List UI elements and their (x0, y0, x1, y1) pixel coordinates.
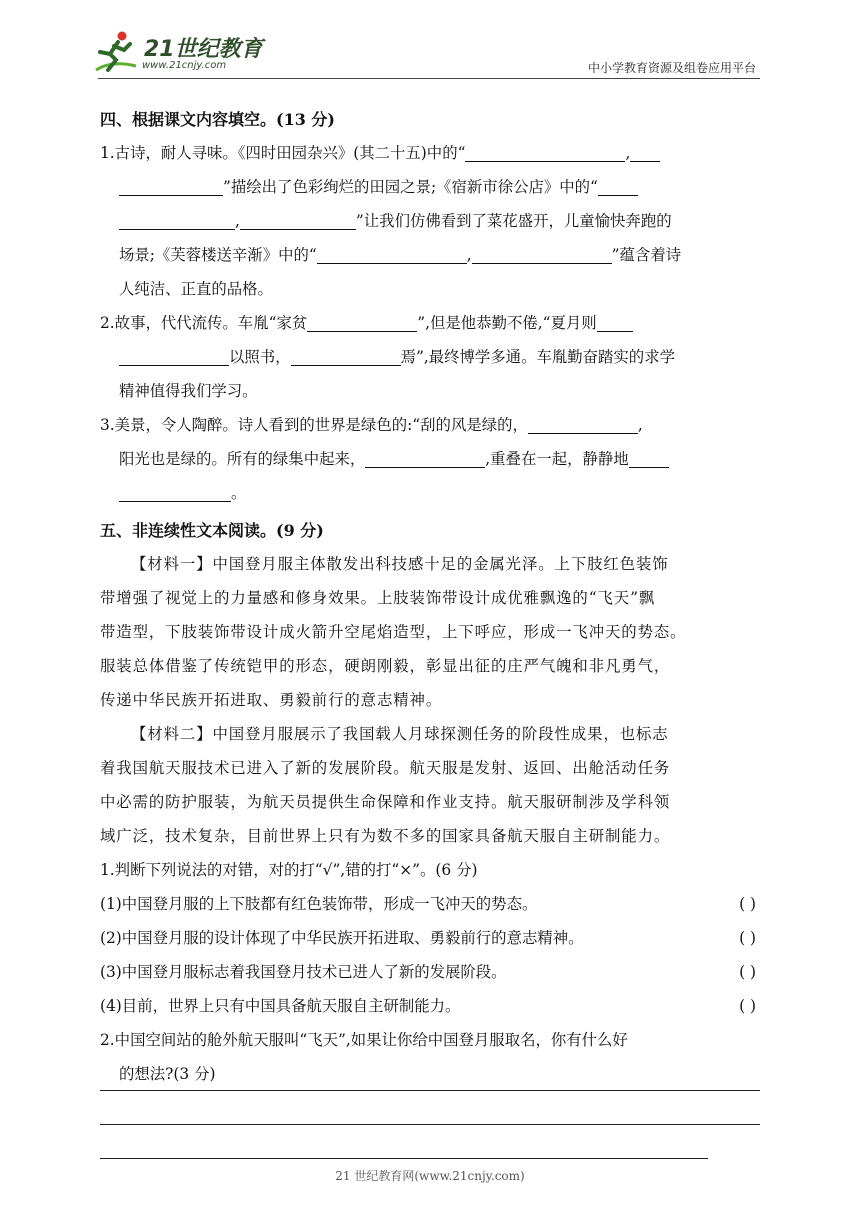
q5-2-line1: 2.中国空间站的舱外航天服叫“飞天”,如果让你给中国登月服取名，你有什么好 (100, 1031, 628, 1049)
site-logo[interactable] (92, 30, 262, 78)
header-divider (98, 78, 760, 79)
answer-blank[interactable] (630, 143, 660, 162)
material-2-line: 【材料二】中国登月服展示了我国载人月球探测任务的阶段性成果，也标志 (131, 725, 669, 743)
q5-2-line2: 的想法?(3 分) (119, 1065, 216, 1083)
material-1-line: 带造型，下肢装饰带设计成火箭升空尾焰造型，上下呼应，形成一飞冲天的势态。 (100, 623, 687, 641)
q4-3-line2: 阳光也是绿的。所有的绿集中起来， ,重叠在一起，静静地 (100, 442, 762, 476)
q4-1-line2: ”描绘出了色彩绚烂的田园之景;《宿新市徐公店》中的“ (100, 170, 762, 204)
q4-2-line3: 精神值得我们学习。 (119, 382, 258, 400)
judgement-item: (2)中国登月服的设计体现了中华民族开拓进取、勇毅前行的意志精神。 ( ) (100, 921, 762, 955)
answer-blank[interactable] (365, 449, 485, 468)
q4-3-line3: 。 (100, 476, 762, 510)
answer-blank[interactable] (472, 245, 612, 264)
answer-blank[interactable] (528, 415, 638, 434)
answer-writing-line[interactable] (100, 1090, 760, 1091)
runner-icon (92, 30, 144, 76)
q4-1-line5: 人纯洁、正直的品格。 (119, 280, 273, 298)
section-4-title: 四、根据课文内容填空。(13 分) (100, 110, 335, 129)
answer-blank[interactable] (119, 177, 223, 196)
answer-bracket[interactable]: ( ) (739, 963, 756, 981)
answer-blank[interactable] (119, 483, 231, 502)
section-5-title: 五、非连续性文本阅读。(9 分) (100, 521, 324, 540)
answer-bracket[interactable]: ( ) (739, 997, 756, 1015)
logo-url: www.21cnjy.com (142, 60, 227, 71)
material-2-line: 域广泛，技术复杂，目前世界上只有为数不多的国家具备航天服自主研制能力。 (100, 827, 671, 845)
answer-blank[interactable] (629, 449, 669, 468)
q4-2-line2: 以照书， 焉”,最终博学多通。车胤勤奋踏实的求学 (100, 340, 762, 374)
answer-blank[interactable] (307, 313, 417, 332)
material-1-line: 传递中华民族开拓进取、勇毅前行的意志精神。 (100, 691, 443, 709)
answer-blank[interactable] (597, 313, 633, 332)
answer-blank[interactable] (465, 143, 625, 162)
q4-1-line4: 场景;《芙蓉楼送辛渐》中的“ , ”蕴含着诗 (119, 246, 682, 264)
answer-blank[interactable] (240, 211, 356, 230)
answer-bracket[interactable]: ( ) (739, 929, 756, 947)
platform-name: 中小学教育资源及组卷应用平台 (587, 61, 756, 75)
exam-content (100, 103, 762, 1091)
answer-writing-line[interactable] (100, 1124, 760, 1125)
q4-1-line3: , ”让我们仿佛看到了菜花盛开，儿童愉快奔跑的 (100, 204, 762, 238)
answer-writing-line[interactable] (100, 1158, 708, 1159)
logo-text: 21世纪教育 (144, 37, 263, 62)
answer-blank[interactable] (119, 347, 229, 366)
answer-blank[interactable] (119, 211, 235, 230)
page-header (0, 0, 860, 82)
answer-bracket[interactable]: ( ) (739, 895, 756, 913)
judgement-item: (1)中国登月服的上下肢都有红色装饰带，形成一飞冲天的势态。 ( ) (100, 887, 762, 921)
q4-1-line1: 1.古诗，耐人寻味。《四时田园杂兴》(其二十五)中的“ , (100, 136, 762, 170)
material-2-line: 着我国航天服技术已进入了新的发展阶段。航天服是发射、返回、出舱活动任务 (100, 759, 671, 777)
answer-blank[interactable] (317, 245, 467, 264)
material-1-line: 带增强了视觉上的力量感和修身效果。上肢装饰带设计成优雅飘逸的“飞天”飘 (100, 589, 656, 607)
page-footer: 21 世纪教育网(www.21cnjy.com) (335, 1169, 525, 1183)
material-2-line: 中必需的防护服装，为航天员提供生命保障和作业支持。航天服研制涉及学科领 (100, 793, 671, 811)
q5-1-title: 1.判断下列说法的对错，对的打“√”,错的打“×”。(6 分) (100, 861, 478, 879)
judgement-item: (4)目前，世界上只有中国具备航天服自主研制能力。 ( ) (100, 989, 762, 1023)
answer-blank[interactable] (291, 347, 401, 366)
material-1-line: 【材料一】中国登月服主体散发出科技感十足的金属光泽。上下肢红色装饰 (131, 555, 669, 573)
q4-3-line1: 3.美景，令人陶醉。诗人看到的世界是绿色的:“刮的风是绿的， , (100, 416, 643, 434)
q4-2-line1: 2.故事，代代流传。车胤“家贫 ”,但是他恭勤不倦,“夏月则 (100, 306, 762, 340)
judgement-item: (3)中国登月服标志着我国登月技术已进人了新的发展阶段。 ( ) (100, 955, 762, 989)
answer-blank[interactable] (598, 177, 638, 196)
material-1-line: 服装总体借鉴了传统铠甲的形态，硬朗刚毅，彰显出征的庄严气魄和非凡勇气， (100, 657, 671, 675)
